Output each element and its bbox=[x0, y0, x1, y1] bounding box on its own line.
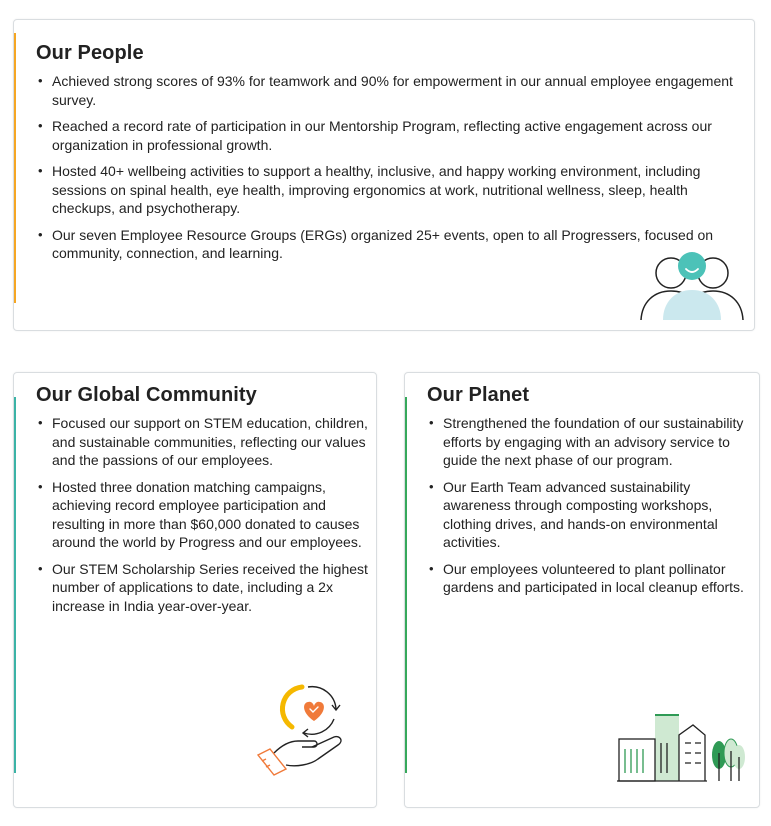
card-accent-bar bbox=[405, 397, 407, 773]
our-people-card bbox=[13, 19, 755, 331]
our-global-community-card bbox=[13, 372, 377, 808]
card-title: Our Planet bbox=[427, 384, 530, 406]
list-item: • Hosted 40+ wellbeing activities to support a healthy, inclusive, and happy working environment, including sessions on spinal health, eye health, improving ergonomics at work, nutritional wellness, sleep, health checkups, and psychotherapy. bbox=[37, 162, 749, 218]
card-title: Our Global Community bbox=[36, 384, 257, 406]
bullet-list bbox=[37, 72, 749, 271]
people-group-icon bbox=[638, 250, 746, 322]
bullet-list bbox=[37, 414, 369, 623]
card-accent-bar bbox=[14, 33, 16, 303]
list-item: • Achieved strong scores of 93% for teamwork and 90% for empowerment in our annual employee engagement survey. bbox=[37, 72, 749, 109]
card-title: Our People bbox=[36, 42, 144, 64]
hand-heart-icon bbox=[252, 679, 356, 777]
list-item: • Reached a record rate of participation in our Mentorship Program, reflecting active engagement across our organization in professional growth. bbox=[37, 117, 749, 154]
list-item: • Our employees volunteered to plant pollinator gardens and participated in local cleanup efforts. bbox=[428, 560, 758, 597]
list-item: • Our seven Employee Resource Groups (ERGs) organized 25+ events, open to all Progressers, focused on community, connection, and learning. bbox=[37, 226, 749, 263]
list-item: • Strengthened the foundation of our sustainability efforts by engaging with an advisory service to guide the next phase of our program. bbox=[428, 414, 758, 470]
city-trees-icon bbox=[615, 713, 747, 785]
list-item: • Our Earth Team advanced sustainability awareness through composting workshops, clothing drives, and hands-on environmental activities. bbox=[428, 478, 758, 552]
list-item: • Focused our support on STEM education, children, and sustainable communities, reflecting our values and the passions of our employees. bbox=[37, 414, 369, 470]
card-accent-bar bbox=[14, 397, 16, 773]
list-item: • Our STEM Scholarship Series received the highest number of applications to date, including a 2x increase in India year-over-year. bbox=[37, 560, 369, 616]
list-item: • Hosted three donation matching campaigns, achieving record employee participation and resulting in more than $60,000 donated to causes around the world by Progress and our employees. bbox=[37, 478, 369, 552]
bullet-list bbox=[428, 414, 758, 605]
our-planet-card bbox=[404, 372, 760, 808]
